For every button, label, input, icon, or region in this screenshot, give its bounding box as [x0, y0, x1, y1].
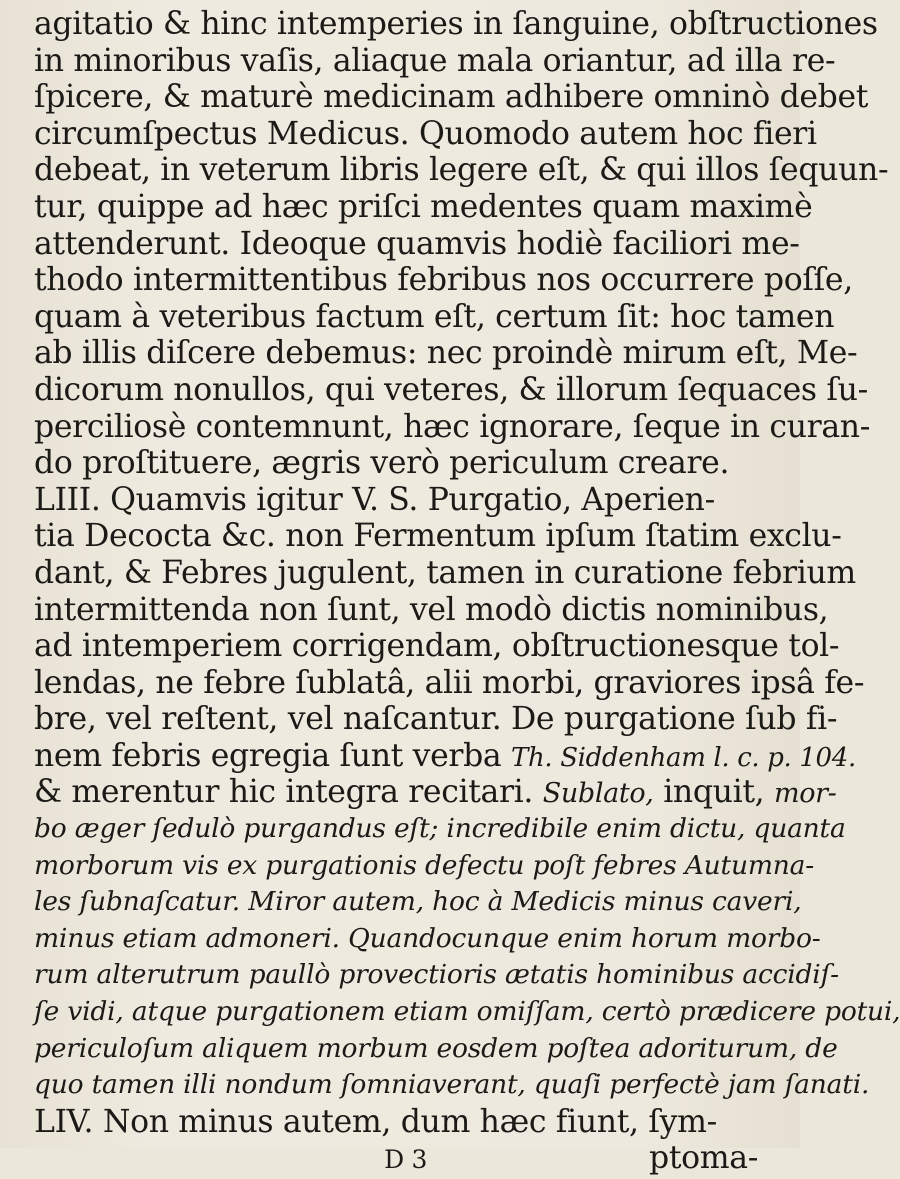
text-line: in minoribus vaſis, aliaque mala oriantur, ad illa re-: [34, 42, 836, 79]
page-footer: [34, 1140, 774, 1177]
quote-line: morborum vis ex purgationis defectu poſt febres Autumna-: [34, 849, 814, 881]
quote-line: bo æger ſedulò purgandus eſt; incredibile enim dictu, quanta: [34, 813, 846, 845]
text-line: [34, 774, 837, 811]
text-line: ab illis diſcere debemus: nec proindè mirum eſt, Me-: [34, 335, 858, 372]
text-segment: & merentur hic integra recitari.: [34, 774, 543, 811]
quote-start: Sublato,: [542, 778, 654, 810]
text-segment: inquit,: [653, 774, 774, 811]
text-line: ſpicere, & maturè medicinam adhibere omninò debet: [34, 79, 869, 116]
text-line: quam à veteribus factum eſt, certum ſit: hoc tamen: [34, 298, 835, 335]
quote-line: quo tamen illi nondum ſomniaverant, quaſi perfectè jam ſanati.: [34, 1069, 870, 1101]
text-line: circumſpectus Medicus. Quomodo autem hoc fieri: [34, 115, 817, 152]
text-block: [34, 6, 900, 1177]
text-line: thodo intermittentibus febribus nos occurrere poſſe,: [34, 262, 853, 299]
text-line: attenderunt. Ideoque quamvis hodiè faciliori me-: [34, 225, 800, 262]
quote-line: rum alterutrum paullò provectioris ætatis hominibus accidiſ-: [34, 959, 839, 991]
text-line: intermittenda non ſunt, vel modò dictis nominibus,: [34, 591, 829, 628]
text-line: debeat, in veterum libris legere eſt, & qui illos ſequun-: [34, 152, 889, 189]
text-line: tia Decocta &c. non Fermentum ipſum ſtatim exclu-: [34, 518, 842, 555]
catchword: ptoma-: [649, 1140, 758, 1177]
quote-line: les ſubnaſcatur. Miror autem, hoc à Medicis minus caveri,: [34, 886, 802, 918]
quote-segment: mor-: [773, 778, 837, 810]
text-line: lendas, ne febre ſublatâ, alii morbi, graviores ipsâ fe-: [34, 664, 865, 701]
text-line: dant, & Febres jugulent, tamen in curatione febrium: [34, 554, 856, 591]
text-line: perciliosè contemnunt, hæc ignorare, ſeque in curan-: [34, 408, 871, 445]
text-segment: nem febris egregia ſunt verba: [34, 737, 511, 774]
text-line: bre, vel reſtent, vel naſcantur. De purgatione ſub fi-: [34, 701, 838, 738]
paragraph-start-liv: LIV. Non minus autem, dum hæc fiunt, ſym-: [34, 1103, 717, 1140]
quote-line: ſe vidi, atque purgationem etiam omiſſam, certò prædicere potui,: [34, 996, 900, 1028]
quote-line: periculoſum aliquem morbum eosdem poſtea adoriturum, de: [34, 1032, 838, 1064]
text-line: dicorum nonullos, qui veteres, & illorum ſequaces ſu-: [34, 371, 868, 408]
text-line: agitatio & hinc intemperies in ſanguine, obſtructiones: [34, 6, 878, 42]
text-line: do proſtituere, ægris verò periculum creare.: [34, 445, 730, 482]
citation-reference: Th. Siddenham l. c. p. 104.: [510, 742, 856, 773]
quote-line: minus etiam admoneri. Quandocunque enim horum morbo-: [34, 922, 821, 954]
text-line: [34, 737, 856, 775]
text-line: tur, quippe ad hæc priſci medentes quam maximè: [34, 188, 813, 225]
signature-mark: D 3: [384, 1145, 428, 1175]
paragraph-start-liii: LIII. Quamvis igitur V. S. Purgatio, Aperien-: [34, 481, 715, 518]
text-line: ad intemperiem corrigendam, obſtructionesque tol-: [34, 628, 840, 665]
